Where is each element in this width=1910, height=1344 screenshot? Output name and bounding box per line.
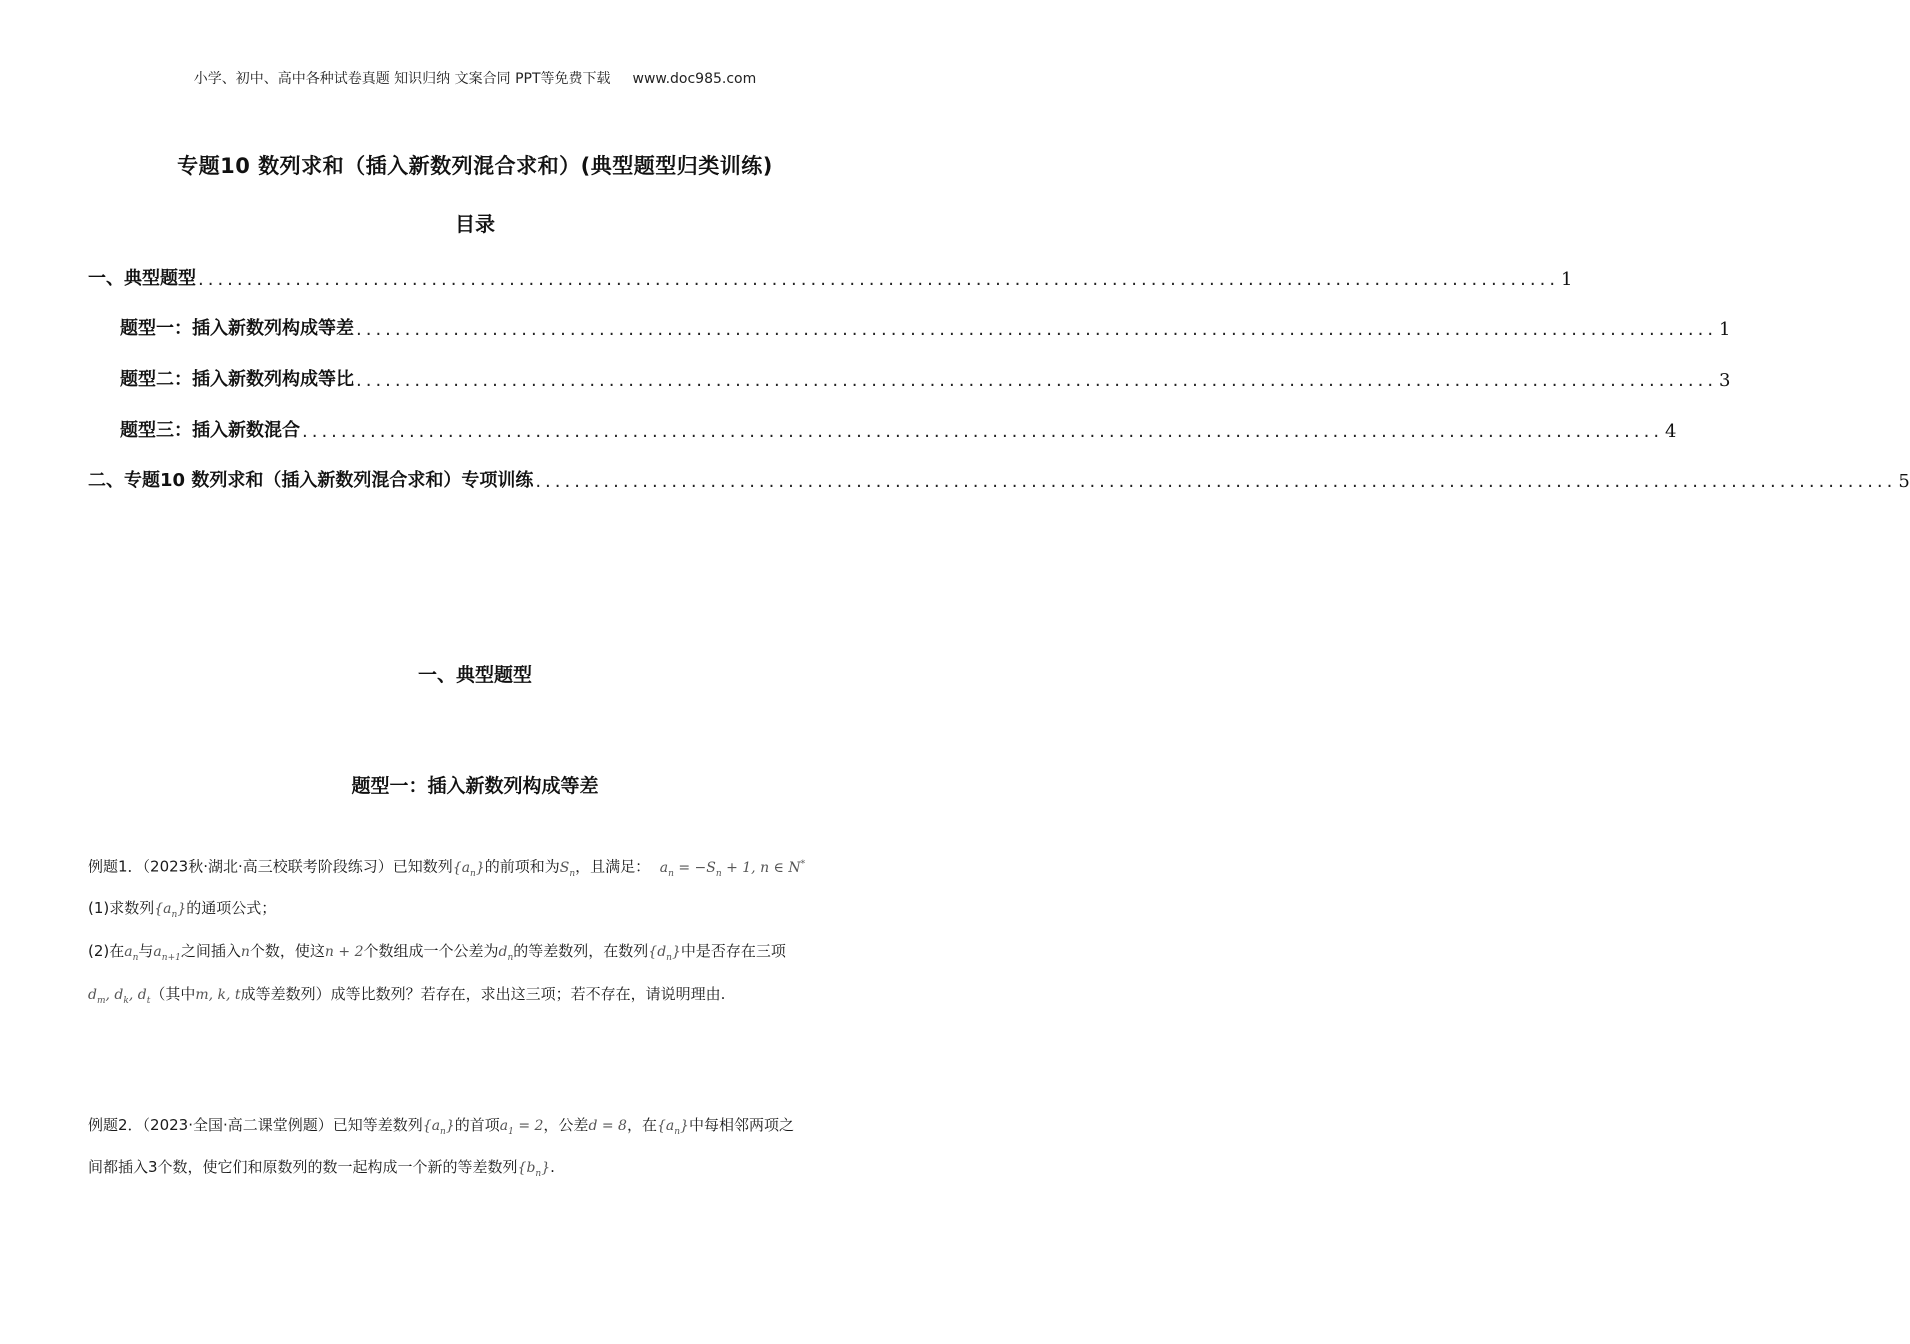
example-1-question-1 <box>88 896 863 927</box>
math-formula: $\{d_n\}$ <box>648 944 681 963</box>
example-source: （2023·全国·高二课堂例题） <box>142 1116 333 1134</box>
section-heading: 一、典型题型 <box>417 664 532 686</box>
toc-leader-dots: ............................................................................................................................................ <box>356 370 1718 391</box>
toc-entry-page: 3 <box>1719 370 1731 391</box>
math-formula: n <box>240 944 250 960</box>
toc-leader-dots: ............................................................................................................................................ <box>535 471 1897 492</box>
subsection-heading: 题型一：插入新数列构成等差 <box>351 775 599 797</box>
text-segment: 已知数列 <box>392 857 453 876</box>
math-formula: $\{a_n\}$ <box>422 1118 455 1137</box>
text-segment: 个数，使这 <box>249 942 325 960</box>
toc-entry-page: 1 <box>1561 269 1573 290</box>
toc-heading: 目录 <box>455 212 495 236</box>
text-segment: . <box>550 1158 555 1176</box>
text-segment: 的前项和为 <box>484 857 560 876</box>
toc-entry-page: 4 <box>1665 421 1677 442</box>
toc-entry[interactable] <box>88 260 1573 290</box>
example-source: （2023秋·湖北·高三校联考阶段练习） <box>142 857 393 876</box>
text-segment: 中每相邻两项之 <box>688 1116 794 1134</box>
toc-entry-label: 题型三：插入新数混合 <box>120 420 300 441</box>
header-site[interactable]: www.doc985.com <box>632 71 757 87</box>
toc-entry-label: 一、典型题型 <box>88 268 196 289</box>
math-formula: $d_n$ <box>498 944 514 963</box>
math-formula: $\{a_n\}$ <box>452 859 485 879</box>
example-1-stem <box>88 852 863 885</box>
math-formula: $a_{n+1}$ <box>153 944 181 963</box>
example-2-stem-cont <box>88 1155 863 1186</box>
text-segment: 之间插入 <box>180 942 241 960</box>
page-header <box>0 68 950 88</box>
math-formula: $a_n$ <box>124 944 139 963</box>
text-segment: 的通项公式； <box>186 899 277 917</box>
math-formula: $a_n = -S_n + 1$, n ∈ N* <box>659 859 806 879</box>
text-segment: 的首项 <box>454 1116 500 1134</box>
text-segment: (1)求数列 <box>88 899 155 917</box>
math-formula: $d_m$, $d_k$, $d_t$ <box>88 987 151 1006</box>
math-formula: $a_1 = 2$ <box>499 1118 544 1137</box>
example-label: 例题2． <box>88 1116 143 1134</box>
math-formula: $\{a_n\}$ <box>656 1118 689 1137</box>
toc-entry-page: 5 <box>1898 471 1910 492</box>
text-segment: 的等差数列，在数列 <box>513 942 649 960</box>
math-formula: d = 8 <box>588 1118 627 1134</box>
toc-entry[interactable] <box>88 462 1910 492</box>
math-formula: $\{a_n\}$ <box>154 901 187 920</box>
text-segment: 中是否存在三项 <box>680 942 786 960</box>
toc-leader-dots: ............................................................................................................................................ <box>302 421 1664 442</box>
toc-entry-page: 1 <box>1719 319 1731 340</box>
example-1-question-2 <box>88 939 863 970</box>
text-segment: ，公差 <box>543 1116 589 1134</box>
toc-entry-label: 题型一：插入新数列构成等差 <box>120 318 354 339</box>
toc-leader-dots: ............................................................................................................................................ <box>356 319 1718 340</box>
text-segment: 个数组成一个公差为 <box>363 942 499 960</box>
text-segment: ，且满足： <box>575 857 651 876</box>
toc-entry-label: 二、专题10 数列求和（插入新数列混合求和）专项训练 <box>88 470 534 491</box>
toc-entry[interactable] <box>120 310 1731 340</box>
example-1-question-2-cont <box>88 982 863 1013</box>
math-formula: $\{b_n\}$ <box>517 1160 551 1179</box>
example-2-stem <box>88 1113 863 1144</box>
document-title: 专题10 数列求和（插入新数列混合求和）(典型题型归类训练) <box>177 154 773 178</box>
text-segment: 已知等差数列 <box>332 1116 423 1134</box>
text-segment: (2)在 <box>88 942 125 960</box>
math-formula: m, k, t <box>195 987 241 1003</box>
toc-entry-label: 题型二：插入新数列构成等比 <box>120 369 354 390</box>
example-label: 例题1． <box>88 857 143 876</box>
text-segment: 与 <box>138 942 154 960</box>
header-text: 小学、初中、高中各种试卷真题 知识归纳 文案合同 PPT等免费下载 <box>193 71 611 87</box>
text-segment: 成等差数列）成等比数列？若存在，求出这三项；若不存在，请说明理由. <box>240 985 726 1003</box>
toc-entry[interactable] <box>120 361 1731 391</box>
text-segment: （其中 <box>150 985 196 1003</box>
text-segment: ，在 <box>626 1116 657 1134</box>
toc-entry[interactable] <box>120 412 1677 442</box>
text-segment: 间都插入3个数，使它们和原数列的数一起构成一个新的等差数列 <box>88 1158 518 1176</box>
math-formula: $S_n$ <box>559 859 576 879</box>
toc-leader-dots: ............................................................................................................................................ <box>198 269 1560 290</box>
math-formula: n + 2 <box>324 944 364 960</box>
